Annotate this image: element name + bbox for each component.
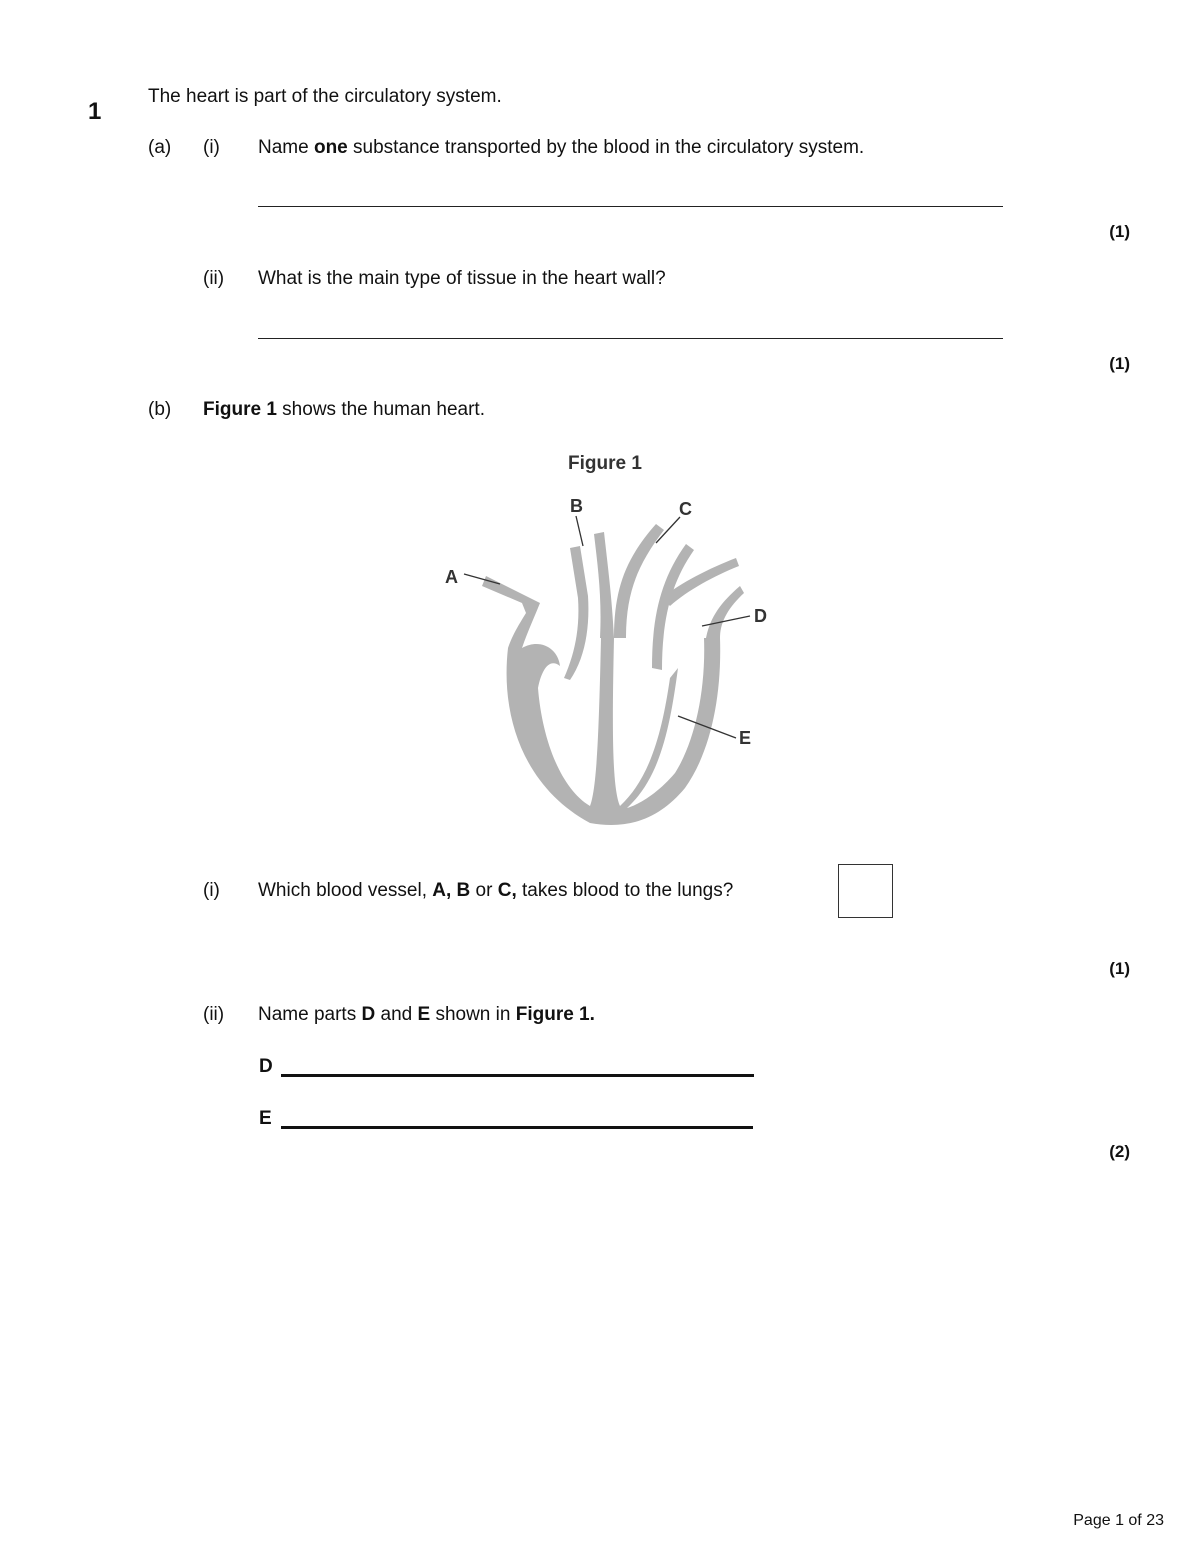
part-a-ii-text: What is the main type of tissue in the heart wall? (258, 268, 666, 289)
leader-d (702, 616, 750, 626)
part-b-label: (b) (148, 399, 172, 420)
part-b-ii-label: (ii) (203, 1004, 225, 1025)
part-b-intro: Figure 1 shows the human heart. (203, 399, 485, 420)
answer-line-a-ii[interactable] (258, 338, 1003, 339)
part-a-label: (a) (148, 137, 172, 158)
label-c: C (679, 499, 692, 519)
vessel-b-left (564, 546, 588, 680)
vessel-d-lower (706, 586, 744, 638)
label-a: A (445, 567, 458, 587)
answer-line-e[interactable] (281, 1126, 753, 1129)
vessel-c-right (652, 544, 694, 670)
label-d: D (754, 606, 767, 626)
vessel-a (482, 576, 540, 648)
vessel-b-right (594, 532, 614, 638)
part-b-i-label: (i) (203, 880, 220, 901)
part-a-i-text: Name one substance transported by the blood in the circulatory system. (258, 137, 865, 158)
heart-outer-wall (507, 638, 721, 825)
page-number: Page 1 of 23 (1073, 1512, 1164, 1529)
marks-a-i: (1) (1109, 222, 1130, 241)
part-a-ii-label: (ii) (203, 268, 225, 289)
marks-b-i: (1) (1109, 959, 1130, 978)
answer-line-a-i[interactable] (258, 206, 1003, 207)
answer-label-d: D (259, 1056, 273, 1077)
answer-line-d[interactable] (281, 1074, 754, 1077)
question-intro: The heart is part of the circulatory system. (148, 86, 502, 107)
question-number: 1 (88, 98, 102, 125)
heart-diagram (430, 488, 790, 838)
answer-label-e: E (259, 1108, 272, 1129)
part-a-i-label: (i) (203, 137, 220, 158)
leader-a (464, 574, 500, 584)
part-b-i-text: Which blood vessel, A, B or C, takes blood to the lungs? (258, 880, 734, 901)
leader-b (576, 516, 583, 546)
answer-box-b-i[interactable] (838, 864, 893, 918)
label-e: E (739, 728, 752, 748)
part-b-ii-text: Name parts D and E shown in Figure 1. (258, 1004, 595, 1025)
marks-b-ii: (2) (1109, 1142, 1130, 1161)
figure-title: Figure 1 (568, 453, 642, 474)
label-b: B (570, 496, 583, 516)
marks-a-ii: (1) (1109, 354, 1130, 373)
